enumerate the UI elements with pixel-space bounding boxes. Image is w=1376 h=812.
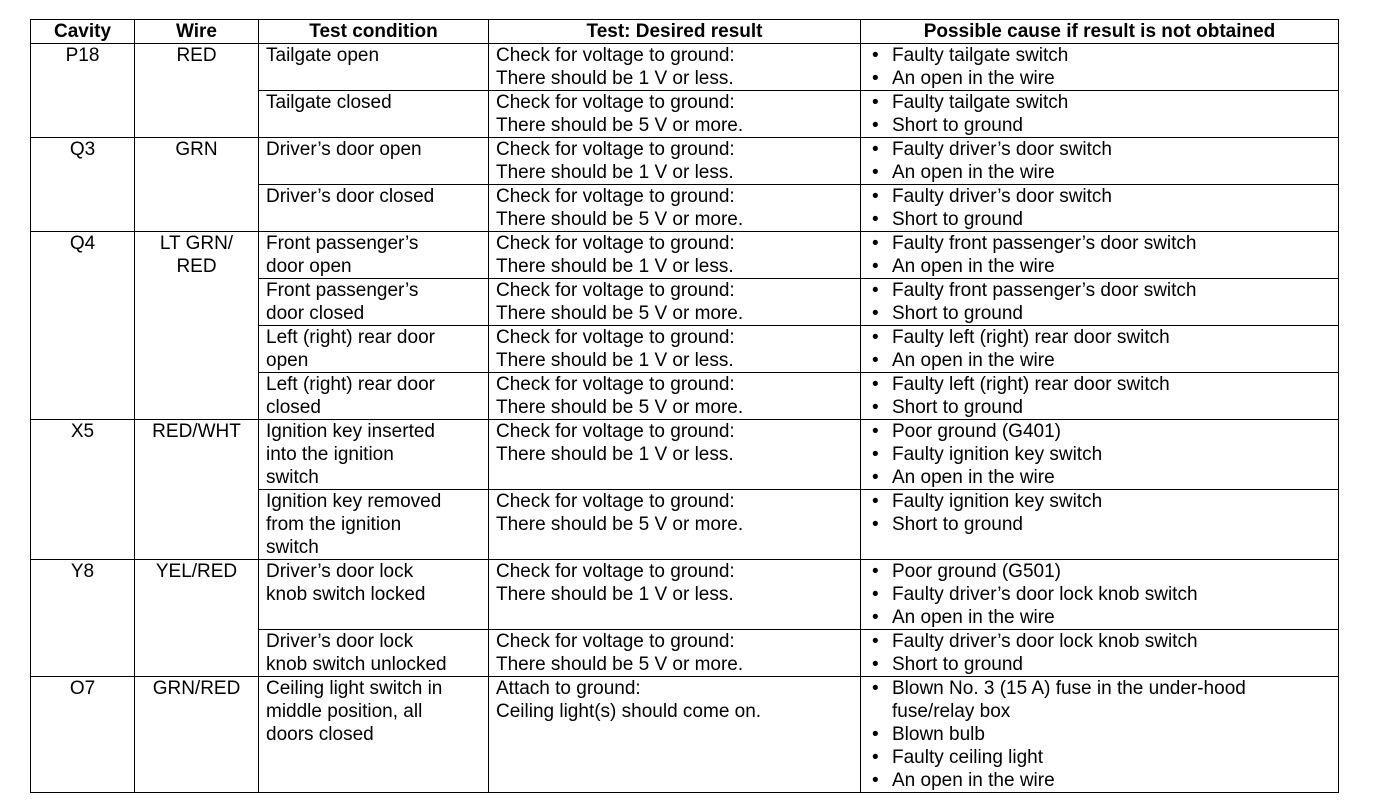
cause-item [868,208,1331,231]
condition-line: open [266,350,309,371]
wire-line: RED [176,256,217,277]
condition-line: Ignition key inserted [266,421,435,442]
cause-item [868,279,1331,302]
cause-item [868,349,1331,372]
cause-line: • Short to ground [892,115,1023,136]
cause-item [868,396,1331,419]
desired-result-cell [489,373,861,420]
header-row [31,20,1339,44]
cause-line: • Short to ground [892,397,1023,418]
condition-line: into the ignition [266,444,394,465]
result-line: Check for voltage to ground: [496,421,735,442]
cause-line: • An open in the wire [892,467,1055,488]
possible-cause-cell [861,138,1339,185]
result-line: Check for voltage to ground: [496,186,735,207]
possible-cause-cell [861,185,1339,232]
desired-result-cell [489,677,861,793]
diagnosis-table-container [30,19,1338,793]
cause-item [868,769,1331,792]
result-line: There should be 1 V or less. [496,256,734,277]
wire-line: GRN [175,139,218,160]
test-condition-cell [259,420,489,490]
cause-item [868,326,1331,349]
cause-item [868,653,1331,676]
cause-item [868,583,1331,606]
possible-cause-cell [861,326,1339,373]
cause-line: • An open in the wire [892,162,1055,183]
test-condition-cell [259,279,489,326]
cause-line: • Short to ground [892,514,1023,535]
cause-line: • An open in the wire [892,256,1055,277]
cause-item [868,420,1331,443]
wire-line: RED/WHT [152,421,241,442]
result-line: Check for voltage to ground: [496,327,735,348]
cause-line: • Faulty ignition key switch [892,444,1103,465]
wire-cell [135,138,259,232]
cavity-cell: O7 [31,677,135,793]
condition-line: Ceiling light switch in [266,678,443,699]
cause-line: • Faulty front passenger’s door switch [892,280,1197,301]
wire-line: YEL/RED [155,561,238,582]
desired-result-cell [489,279,861,326]
cause-item [868,746,1331,769]
cause-item [868,114,1331,137]
cause-line: fuse/relay box [892,701,1011,722]
desired-result-cell [489,91,861,138]
cause-line: • Faulty driver’s door lock knob switch [892,584,1198,605]
result-line: Check for voltage to ground: [496,561,735,582]
header-cavity: Cavity [31,20,135,44]
cause-line: • Faulty ignition key switch [892,491,1103,512]
result-line: There should be 1 V or less. [496,162,734,183]
cause-line: • An open in the wire [892,770,1055,791]
cause-line: • Faulty front passenger’s door switch [892,233,1197,254]
wire-line: GRN/RED [152,678,241,699]
cause-list [868,138,1331,184]
result-line: Ceiling light(s) should come on. [496,701,762,722]
cause-line: • An open in the wire [892,68,1055,89]
condition-line: switch [266,467,319,488]
cause-item [868,185,1331,208]
cause-list [868,232,1331,278]
cause-list [868,373,1331,419]
possible-cause-cell [861,91,1339,138]
cause-item [868,490,1331,513]
desired-result-cell [489,232,861,279]
result-line: There should be 5 V or more. [496,115,744,136]
possible-cause-cell [861,44,1339,91]
cause-list [868,420,1331,489]
possible-cause-cell [861,677,1339,793]
cause-item [868,373,1331,396]
cause-list [868,326,1331,372]
condition-line: Driver’s door lock [266,631,414,652]
possible-cause-cell [861,279,1339,326]
cause-item [868,723,1331,746]
condition-line: Driver’s door lock [266,561,414,582]
condition-line: knob switch locked [266,584,426,605]
cause-line: • An open in the wire [892,607,1055,628]
cause-item [868,91,1331,114]
cause-line: • Faulty ceiling light [892,747,1044,768]
wire-line: LT GRN/ [159,233,234,254]
cause-list [868,630,1331,676]
result-line: There should be 1 V or less. [496,68,734,89]
table-row [31,44,1339,91]
result-line: There should be 5 V or more. [496,303,744,324]
test-condition-cell [259,185,489,232]
cause-list [868,44,1331,90]
test-condition-cell [259,677,489,793]
result-line: There should be 1 V or less. [496,444,734,465]
cause-list [868,91,1331,137]
result-line: There should be 5 V or more. [496,209,744,230]
result-line: Check for voltage to ground: [496,631,735,652]
cause-line: • Blown No. 3 (15 A) fuse in the under-hood [892,678,1246,699]
cause-item [868,606,1331,629]
possible-cause-cell [861,630,1339,677]
test-condition-cell [259,373,489,420]
result-line: Check for voltage to ground: [496,45,735,66]
condition-line: Front passenger’s [266,233,419,254]
cavity-cell: X5 [31,420,135,560]
table-row [31,677,1339,793]
result-line: Check for voltage to ground: [496,374,735,395]
desired-result-cell [489,326,861,373]
result-line: There should be 1 V or less. [496,350,734,371]
possible-cause-cell [861,373,1339,420]
condition-line: door closed [266,303,365,324]
condition-line: Driver’s door open [266,139,422,160]
condition-line: Tailgate closed [266,92,392,113]
cause-line: • Short to ground [892,654,1023,675]
cause-line: • Short to ground [892,303,1023,324]
cause-item [868,630,1331,653]
cause-line: • Faulty left (right) rear door switch [892,327,1170,348]
cause-line: • Blown bulb [892,724,985,745]
cause-item [868,466,1331,489]
diagnosis-table [30,19,1339,793]
table-row [31,560,1339,630]
condition-line: knob switch unlocked [266,654,447,675]
possible-cause-cell [861,560,1339,630]
result-line: There should be 1 V or less. [496,584,734,605]
cause-item [868,677,1331,723]
cause-line: • Faulty driver’s door lock knob switch [892,631,1198,652]
result-line: There should be 5 V or more. [496,514,744,535]
desired-result-cell [489,44,861,91]
result-line: Check for voltage to ground: [496,139,735,160]
result-line: There should be 5 V or more. [496,654,744,675]
test-condition-cell [259,326,489,373]
result-line: Check for voltage to ground: [496,92,735,113]
desired-result-cell [489,185,861,232]
cause-item [868,44,1331,67]
result-line: Check for voltage to ground: [496,233,735,254]
cause-item [868,513,1331,536]
condition-line: Left (right) rear door [266,374,435,395]
cavity-cell: P18 [31,44,135,138]
cause-list [868,490,1331,536]
possible-cause-cell [861,490,1339,560]
header-test-condition: Test condition [259,20,489,44]
test-condition-cell [259,138,489,185]
cause-list [868,560,1331,629]
cavity-cell: Q4 [31,232,135,420]
condition-line: Ignition key removed [266,491,442,512]
condition-line: from the ignition [266,514,402,535]
result-line: Attach to ground: [496,678,641,699]
cause-item [868,138,1331,161]
cause-line: • Faulty left (right) rear door switch [892,374,1170,395]
desired-result-cell [489,630,861,677]
test-condition-cell [259,91,489,138]
test-condition-cell [259,44,489,91]
condition-line: middle position, all [266,701,423,722]
cause-item [868,255,1331,278]
cause-item [868,161,1331,184]
possible-cause-cell [861,232,1339,279]
cause-line: • An open in the wire [892,350,1055,371]
test-condition-cell [259,630,489,677]
result-line: Check for voltage to ground: [496,280,735,301]
condition-line: doors closed [266,724,374,745]
table-row [31,138,1339,185]
cause-item [868,560,1331,583]
header-wire: Wire [135,20,259,44]
wire-cell [135,44,259,138]
cause-line: • Poor ground (G401) [892,421,1061,442]
table-row [31,420,1339,490]
condition-line: switch [266,537,319,558]
cause-line: • Poor ground (G501) [892,561,1061,582]
result-line: Check for voltage to ground: [496,491,735,512]
cause-line: • Faulty tailgate switch [892,45,1069,66]
test-condition-cell [259,490,489,560]
cause-line: • Faulty driver’s door switch [892,139,1112,160]
cause-line: • Faulty driver’s door switch [892,186,1112,207]
cavity-cell: Y8 [31,560,135,677]
condition-line: Left (right) rear door [266,327,435,348]
desired-result-cell [489,560,861,630]
result-line: There should be 5 V or more. [496,397,744,418]
test-condition-cell [259,232,489,279]
cause-item [868,232,1331,255]
cause-line: • Faulty tailgate switch [892,92,1069,113]
cause-line: • Short to ground [892,209,1023,230]
wire-cell [135,677,259,793]
desired-result-cell [489,420,861,490]
test-condition-cell [259,560,489,630]
header-possible-cause: Possible cause if result is not obtained [861,20,1339,44]
cause-list [868,185,1331,231]
condition-line: Driver’s door closed [266,186,435,207]
wire-line: RED [176,45,217,66]
condition-line: closed [266,397,321,418]
cause-item [868,443,1331,466]
cavity-cell: Q3 [31,138,135,232]
condition-line: Tailgate open [266,45,380,66]
table-body [31,44,1339,793]
cause-list [868,677,1331,792]
condition-line: Front passenger’s [266,280,419,301]
header-desired-result: Test: Desired result [489,20,861,44]
wire-cell [135,420,259,560]
condition-line: door open [266,256,352,277]
wire-cell [135,560,259,677]
desired-result-cell [489,490,861,560]
desired-result-cell [489,138,861,185]
possible-cause-cell [861,420,1339,490]
cause-item [868,67,1331,90]
table-row [31,232,1339,279]
cause-item [868,302,1331,325]
cause-list [868,279,1331,325]
wire-cell [135,232,259,420]
